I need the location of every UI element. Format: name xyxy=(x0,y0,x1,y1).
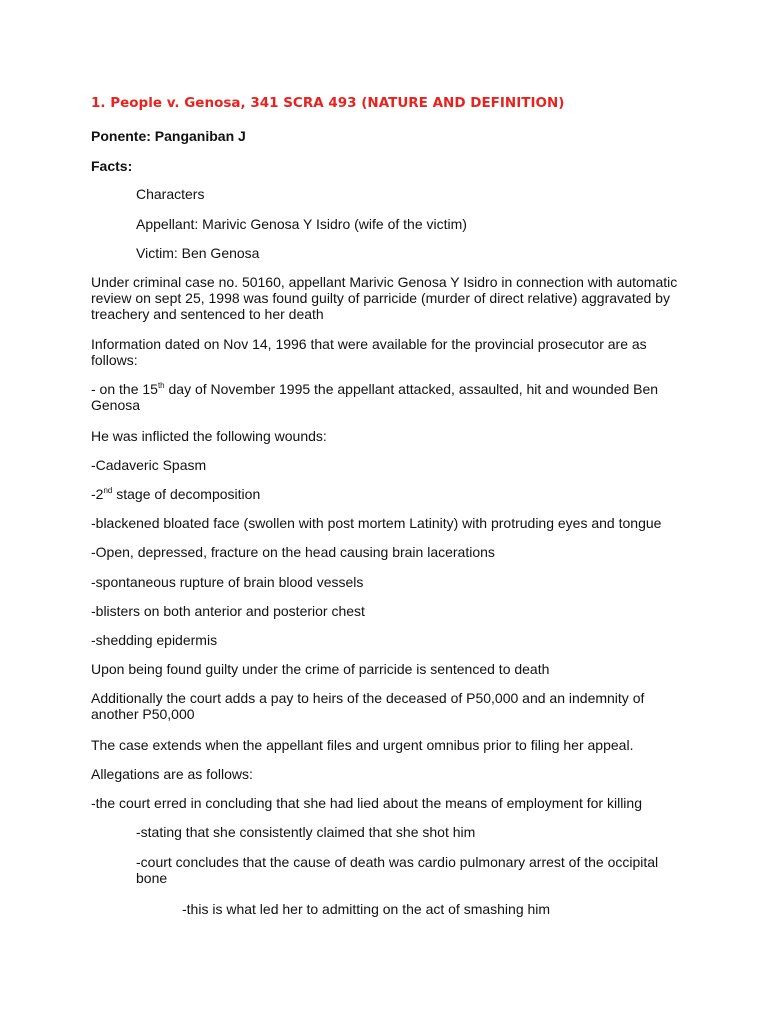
information-paragraph: Information dated on Nov 14, 1996 that were available for the provincial prosecutor are as follows: xyxy=(91,336,647,368)
wound-item: -blackened bloated face (swollen with post mortem Latinity) with protruding eyes and tongue xyxy=(91,515,662,531)
extends-paragraph: The case extends when the appellant files and urgent omnibus prior to filing her appeal. xyxy=(91,737,634,753)
attack-ordinal: th xyxy=(157,381,165,390)
allegations-intro: Allegations are as follows: xyxy=(91,766,253,782)
wound-item: -Cadaveric Spasm xyxy=(91,457,207,473)
allegation-subsubitem: -this is what led her to admitting on the act of smashing him xyxy=(182,901,551,917)
wound-text-start: -2 xyxy=(91,486,104,502)
allegation-subitem: -stating that she consistently claimed that she shot him xyxy=(136,824,476,840)
sentence-paragraph: Upon being found guilty under the crime of parricide is sentenced to death xyxy=(91,661,550,677)
wound-ordinal: nd xyxy=(103,486,113,495)
wound-item: -spontaneous rupture of brain blood vessels xyxy=(91,574,364,590)
additional-paragraph: Additionally the court adds a pay to heirs of the deceased of P50,000 and an indemnity of another P50,000 xyxy=(91,690,645,722)
appellant-line: Appellant: Marivic Genosa Y Isidro (wife of the victim) xyxy=(136,216,467,232)
ponente: Ponente: Panganiban J xyxy=(91,128,246,144)
facts-heading: Facts: xyxy=(91,158,133,174)
wounds-intro: He was inflicted the following wounds: xyxy=(91,428,327,444)
case-paragraph: Under criminal case no. 50160, appellant Marivic Genosa Y Isidro in connection with automatic review on sept 25, 1998 was found guilty of parricide (murder of direct relative) aggravated by treachery and sentenced to her death xyxy=(91,274,678,322)
attack-text-end: day of November 1995 the appellant attacked, assaulted, hit and wounded Ben Genosa xyxy=(91,381,659,413)
attack-paragraph xyxy=(91,381,691,413)
case-title: 1. People v. Genosa, 341 SCRA 493 (NATURE AND DEFINITION) xyxy=(91,95,565,111)
victim-line: Victim: Ben Genosa xyxy=(136,245,260,261)
attack-text-start: - on the 15 xyxy=(91,381,158,397)
wound-item xyxy=(91,486,691,502)
characters-label: Characters xyxy=(136,186,205,202)
wound-item: -blisters on both anterior and posterior chest xyxy=(91,603,365,619)
wound-item: -shedding epidermis xyxy=(91,632,218,648)
allegation-item: -the court erred in concluding that she had lied about the means of employment for killing xyxy=(91,795,642,811)
allegation-subitem: -court concludes that the cause of death was cardio pulmonary arrest of the occipital bone xyxy=(136,854,659,886)
wound-text-end: stage of decomposition xyxy=(112,486,261,502)
wound-item: -Open, depressed, fracture on the head causing brain lacerations xyxy=(91,544,495,560)
